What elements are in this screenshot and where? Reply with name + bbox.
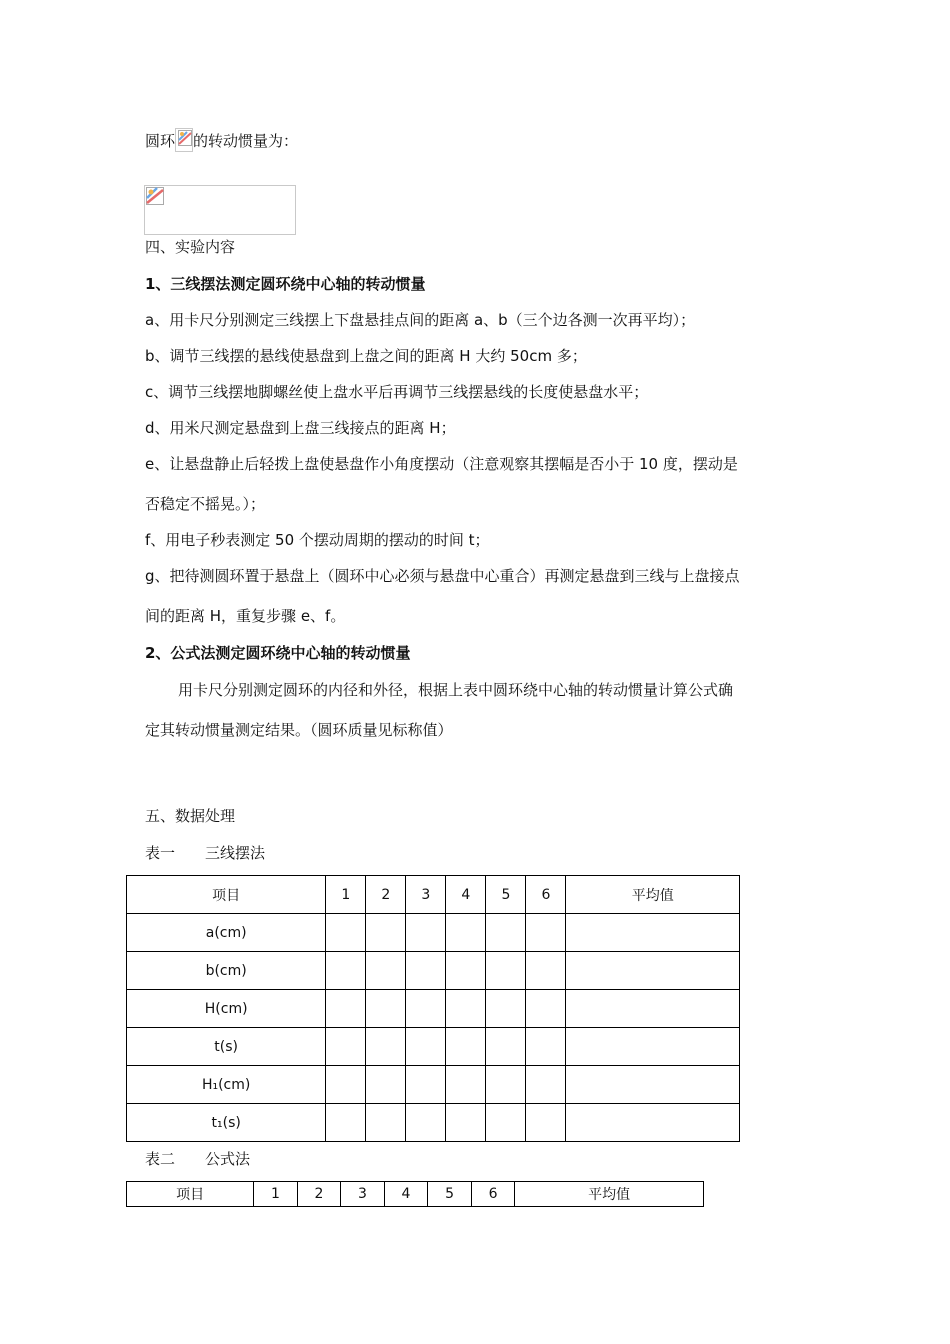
table2-header-cell: 4 bbox=[384, 1182, 428, 1207]
row-label: H(cm) bbox=[127, 990, 326, 1028]
data-cell bbox=[406, 1028, 446, 1066]
table1-header-cell: 6 bbox=[526, 876, 566, 914]
formula-image-inline bbox=[175, 128, 193, 152]
table1-header-cell: 项目 bbox=[127, 876, 326, 914]
row-label: a(cm) bbox=[127, 914, 326, 952]
table-row bbox=[127, 1104, 740, 1142]
table-row bbox=[127, 952, 740, 990]
table2-header-cell: 3 bbox=[341, 1182, 385, 1207]
data-cell bbox=[406, 990, 446, 1028]
table2-header-cell: 项目 bbox=[127, 1182, 254, 1207]
step-g-line1: g、把待测圆环置于悬盘上（圆环中心必须与悬盘中心重合）再测定悬盘到三线与上盘接点 bbox=[145, 567, 740, 585]
intro-after: 的转动惯量为： bbox=[193, 132, 299, 150]
table1-header-cell: 4 bbox=[446, 876, 486, 914]
table2-header-cell: 2 bbox=[297, 1182, 341, 1207]
table-three-wire bbox=[126, 875, 740, 1142]
row-label: t₁(s) bbox=[127, 1104, 326, 1142]
table1-header-cell: 2 bbox=[366, 876, 406, 914]
data-cell bbox=[366, 1104, 406, 1142]
data-cell bbox=[406, 952, 446, 990]
data-cell bbox=[486, 952, 526, 990]
data-cell bbox=[446, 1028, 486, 1066]
intro-before: 圆环 bbox=[145, 132, 176, 150]
paragraph-line2: 定其转动惯量测定结果。（圆环质量见标称值） bbox=[145, 721, 453, 739]
table1-header-cell: 平均值 bbox=[566, 876, 740, 914]
data-cell bbox=[526, 1066, 566, 1104]
step-a: a、用卡尺分别测定三线摆上下盘悬挂点间的距离 a、b（三个边各测一次再平均）； bbox=[145, 311, 696, 329]
paragraph-line1: 用卡尺分别测定圆环的内径和外径，根据上表中圆环绕中心轴的转动惯量计算公式确 bbox=[178, 681, 734, 699]
data-cell bbox=[406, 1104, 446, 1142]
broken-image-icon bbox=[146, 187, 164, 205]
data-cell bbox=[366, 914, 406, 952]
step-c: c、调节三线摆地脚螺丝使上盘水平后再调节三线摆悬线的长度使悬盘水平； bbox=[145, 383, 649, 401]
data-cell bbox=[566, 952, 740, 990]
step-e-line1: e、让悬盘静止后轻拨上盘使悬盘作小角度摆动（注意观察其摆幅是否小于 10 度，摆动是 bbox=[145, 455, 738, 473]
table2-header-cell: 平均值 bbox=[515, 1182, 704, 1207]
table1-caption: 表一 三线摆法 bbox=[145, 844, 266, 862]
subheading-1: 1、三线摆法测定圆环绕中心轴的转动惯量 bbox=[145, 275, 426, 293]
data-cell bbox=[566, 1104, 740, 1142]
data-cell bbox=[406, 1066, 446, 1104]
data-cell bbox=[326, 952, 366, 990]
data-cell bbox=[486, 1028, 526, 1066]
data-cell bbox=[446, 952, 486, 990]
step-b: b、调节三线摆的悬线使悬盘到上盘之间的距离 H 大约 50cm 多； bbox=[145, 347, 587, 365]
table1-header-cell: 1 bbox=[326, 876, 366, 914]
data-cell bbox=[446, 914, 486, 952]
section5-title: 五、数据处理 bbox=[145, 807, 236, 825]
data-cell bbox=[446, 1066, 486, 1104]
data-cell bbox=[326, 1066, 366, 1104]
data-cell bbox=[566, 1028, 740, 1066]
table1-header-cell: 3 bbox=[406, 876, 446, 914]
data-cell bbox=[366, 990, 406, 1028]
table-row bbox=[127, 990, 740, 1028]
data-cell bbox=[566, 1066, 740, 1104]
table2-header-row bbox=[127, 1182, 704, 1207]
section4-title: 四、实验内容 bbox=[145, 238, 236, 256]
table2-header-cell: 1 bbox=[254, 1182, 298, 1207]
step-g-line2: 间的距离 H，重复步骤 e、f。 bbox=[145, 607, 346, 625]
table-row bbox=[127, 1066, 740, 1104]
data-cell bbox=[486, 990, 526, 1028]
intro-line bbox=[145, 128, 298, 152]
formula-image-block bbox=[144, 185, 296, 235]
table2-header-cell: 6 bbox=[471, 1182, 515, 1207]
table-row bbox=[127, 1028, 740, 1066]
data-cell bbox=[526, 952, 566, 990]
step-e-line2: 否稳定不摇晃。）； bbox=[145, 495, 266, 513]
row-label: H₁(cm) bbox=[127, 1066, 326, 1104]
data-cell bbox=[526, 1028, 566, 1066]
data-cell bbox=[366, 952, 406, 990]
data-cell bbox=[526, 1104, 566, 1142]
subheading-2: 2、公式法测定圆环绕中心轴的转动惯量 bbox=[145, 644, 411, 662]
data-cell bbox=[526, 914, 566, 952]
table1-header-row bbox=[127, 876, 740, 914]
broken-image-icon bbox=[177, 130, 193, 146]
data-cell bbox=[446, 990, 486, 1028]
data-cell bbox=[526, 990, 566, 1028]
data-cell bbox=[566, 990, 740, 1028]
data-cell bbox=[406, 914, 446, 952]
data-cell bbox=[366, 1066, 406, 1104]
row-label: t(s) bbox=[127, 1028, 326, 1066]
step-f: f、用电子秒表测定 50 个摆动周期的摆动的时间 t； bbox=[145, 531, 490, 549]
data-cell bbox=[566, 914, 740, 952]
data-cell bbox=[326, 1104, 366, 1142]
step-d: d、用米尺测定悬盘到上盘三线接点的距离 H； bbox=[145, 419, 456, 437]
table-row bbox=[127, 914, 740, 952]
data-cell bbox=[446, 1104, 486, 1142]
data-cell bbox=[486, 914, 526, 952]
data-cell bbox=[326, 1028, 366, 1066]
data-cell bbox=[326, 914, 366, 952]
data-cell bbox=[486, 1104, 526, 1142]
data-cell bbox=[366, 1028, 406, 1066]
table-formula bbox=[126, 1181, 704, 1207]
row-label: b(cm) bbox=[127, 952, 326, 990]
table2-caption: 表二 公式法 bbox=[145, 1150, 251, 1168]
table2-header-cell: 5 bbox=[428, 1182, 472, 1207]
table1-header-cell: 5 bbox=[486, 876, 526, 914]
data-cell bbox=[326, 990, 366, 1028]
data-cell bbox=[486, 1066, 526, 1104]
